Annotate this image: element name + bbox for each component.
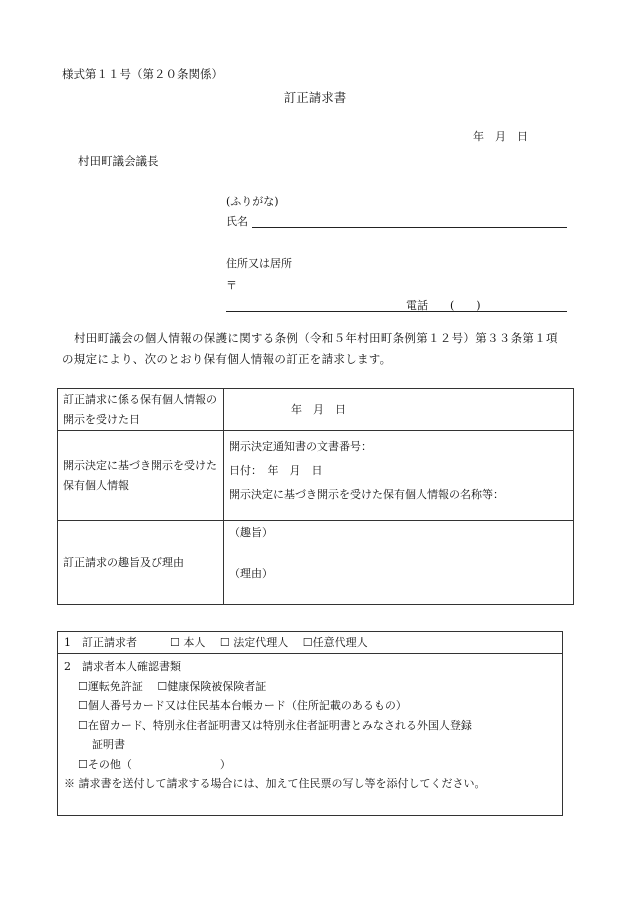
document-number-label: 開示決定通知書の文書番号： xyxy=(229,440,372,453)
disclosed-info-row xyxy=(58,431,574,521)
mailing-note: ※ 請求書を送付して請求する場合には、加えて住民票の写し等を添付してください。 xyxy=(64,777,486,790)
disclosure-date-row xyxy=(58,389,574,431)
id-documents-section xyxy=(58,654,562,794)
id-doc-other: ☐その他（ ） xyxy=(78,757,231,771)
phone-label: 電話 ( ) xyxy=(406,299,481,312)
requester-info-box xyxy=(57,631,563,816)
furigana-label: (ふりがな) xyxy=(226,195,279,208)
date-line: 年 月 日 xyxy=(473,130,528,143)
postal-mark: 〒 xyxy=(226,279,237,292)
id-doc-residence-card-cont: 証明書 xyxy=(92,738,125,751)
address-label: 住所又は居所 xyxy=(226,257,292,270)
disclosure-date-field: 日付： 年 月 日 xyxy=(229,464,323,477)
id-doc-residence-card: ☐在留カード、特別永住者証明書又は特別永住者証明書とみなされる外国人登録 xyxy=(78,718,472,732)
disclosed-info-label: 開示決定に基づき開示を受けた保有個人情報 xyxy=(58,431,224,521)
id-doc-license-insurance: ☐運転免許証 ☐健康保険被保険者証 xyxy=(78,679,267,693)
disclosure-date-value xyxy=(224,389,574,431)
info-name-label: 開示決定に基づき開示を受けた保有個人情報の名称等： xyxy=(229,488,504,501)
reason-label: 訂正請求の趣旨及び理由 xyxy=(58,521,224,605)
intro-text: 村田町議会の個人情報の保護に関する条例（令和５年村田町条例第１２号）第３３条第１項の規定により、次のとおり保有個人情報の訂正を請求します。 xyxy=(62,331,558,366)
disclosed-info-value xyxy=(224,431,574,521)
id-documents-heading: 2 請求者本人確認書類 xyxy=(64,660,181,673)
purpose-label: （趣旨） xyxy=(229,526,273,539)
disclosure-date-label: 訂正請求に係る保有個人情報の開示を受けた日 xyxy=(58,389,224,431)
reason-text-label: （理由） xyxy=(229,567,273,580)
id-doc-mynumber: ☐個人番号カード又は住民基本台帳カード（住所記載のあるもの） xyxy=(78,699,407,712)
address-underline xyxy=(226,311,567,312)
intro-paragraph xyxy=(62,328,567,370)
reason-row xyxy=(58,521,574,605)
recipient: 村田町議会議長 xyxy=(78,154,159,168)
request-table xyxy=(57,388,574,605)
disclosure-date-text: 年 月 日 xyxy=(291,402,346,416)
name-label: 氏名 xyxy=(226,215,248,228)
form-number: 様式第１１号（第２０条関係） xyxy=(62,67,223,81)
reason-value xyxy=(224,521,574,605)
requester-type-row: 1 訂正請求者 ☐ 本人 ☐ 法定代理人 ☐任意代理人 xyxy=(58,632,562,654)
page-title: 訂正請求書 xyxy=(283,90,347,105)
name-underline xyxy=(252,227,567,228)
